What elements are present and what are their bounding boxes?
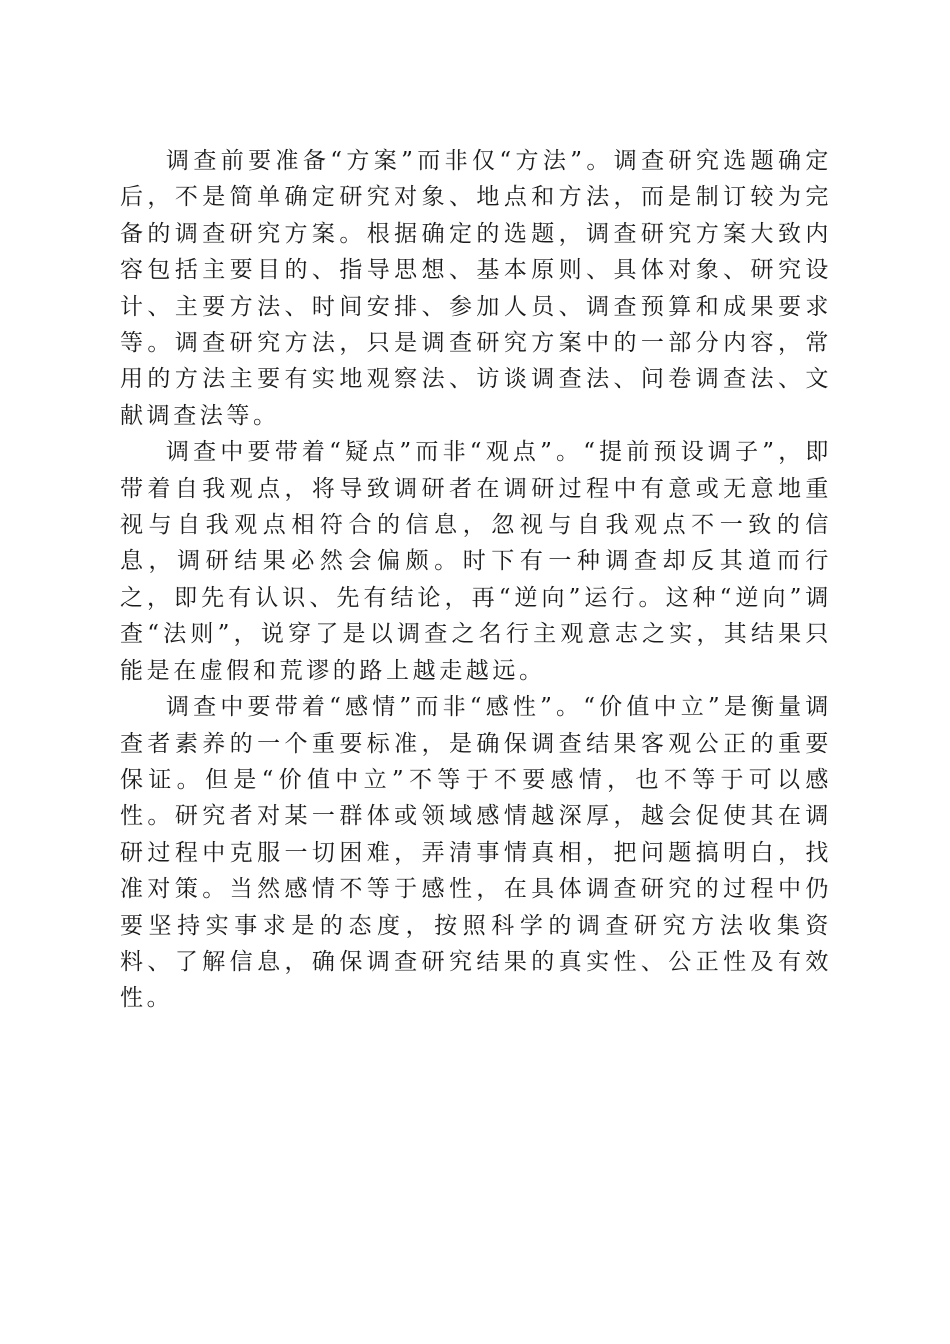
paragraph-doubts: 调查中要带着“疑点”而非“观点”。“提前预设调子”，即带着自我观点，将导致调研者在调研过程中有意或无意地重视与自我观点相符合的信息，忽视与自我观点不一致的信息，调研结果必然会偏颇。时下有一种调查却反其道而行之，即先有认识、先有结论，再“逆向”运行。这种“逆向”调查“法则”，说穿了是以调查之名行主观意志之实，其结果只能是在虚假和荒谬的路上越走越远。 [120, 439, 832, 684]
document-body [120, 143, 832, 1017]
paragraph-emotion: 调查中要带着“感情”而非“感性”。“价值中立”是衡量调查者素养的一个重要标准，是确保调查结果客观公正的重要保证。但是“价值中立”不等于不要感情，也不等于可以感性。研究者对某一群体或领域感情越深厚，越会促使其在调研过程中克服一切困难，弄清事情真相，把问题搞明白，找准对策。当然感情不等于感性，在具体调查研究的过程中仍要坚持实事求是的态度，按照科学的调查研究方法收集资料、了解信息，确保调查研究结果的真实性、公正性及有效性。 [120, 694, 832, 1012]
paragraph-preparation: 调查前要准备“方案”而非仅“方法”。调查研究选题确定后，不是简单确定研究对象、地点和方法，而是制订较为完备的调查研究方案。根据确定的选题，调查研究方案大致内容包括主要目的、指导思想、基本原则、具体对象、研究设计、主要方法、时间安排、参加人员、调查预算和成果要求等。调查研究方法，只是调查研究方案中的一部分内容，常用的方法主要有实地观察法、访谈调查法、问卷调查法、文献调查法等。 [120, 148, 832, 429]
